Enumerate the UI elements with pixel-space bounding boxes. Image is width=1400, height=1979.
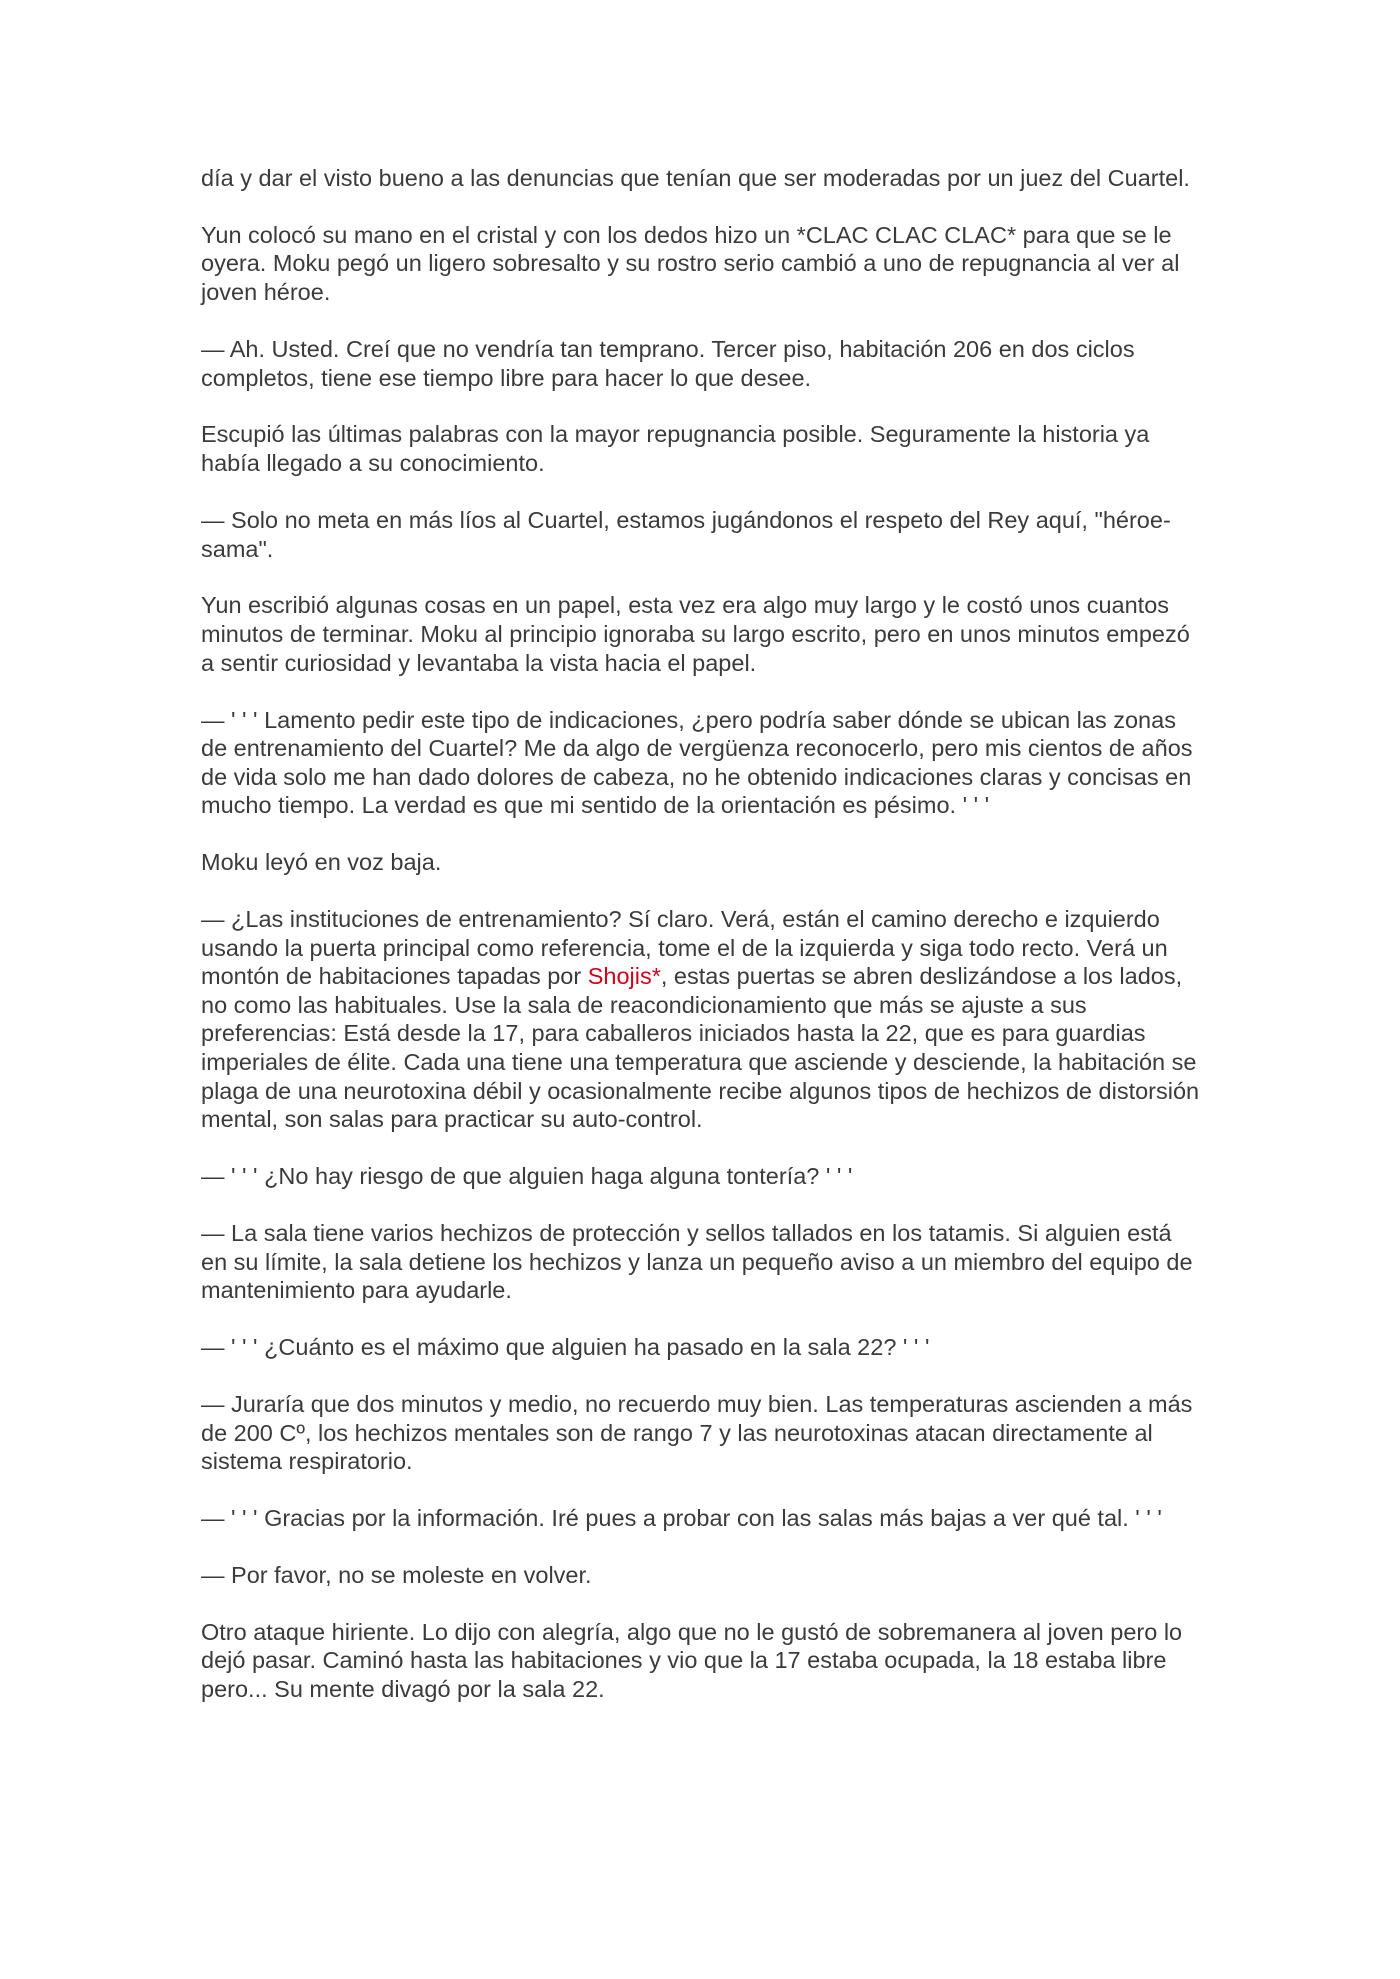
paragraph bbox=[201, 1219, 1201, 1305]
paragraph bbox=[201, 905, 1201, 1134]
paragraph bbox=[201, 848, 1201, 877]
paragraph bbox=[201, 506, 1201, 563]
paragraph bbox=[201, 1333, 1201, 1362]
paragraph-text: — ' ' ' Lamento pedir este tipo de indicaciones, ¿pero podría saber dónde se ubican las zonas de entrenamiento del Cuartel? Me da algo de vergüenza reconocerlo, pero mis cientos de años de vida solo me han dado dolores de cabeza, no he obtenido indicaciones claras y concisas en mucho tiempo. La verdad es que mi sentido de la orientación es pésimo. ' ' ' bbox=[201, 706, 1193, 819]
paragraph-text: — Juraría que dos minutos y medio, no recuerdo muy bien. Las temperaturas ascienden a más de 200 Cº, los hechizos mentales son de rango 7 y las neurotoxinas atacan directamente al sistema respiratorio. bbox=[201, 1390, 1193, 1475]
paragraph bbox=[201, 1504, 1201, 1533]
paragraph-text: — ' ' ' ¿Cuánto es el máximo que alguien ha pasado en la sala 22? ' ' ' bbox=[201, 1334, 930, 1361]
paragraph-text: Yun escribió algunas cosas en un papel, esta vez era algo muy largo y le costó unos cuantos minutos de terminar. Moku al principio ignoraba su largo escrito, pero en unos minutos empezó a sentir curiosidad y levantaba la vista hacia el papel. bbox=[201, 592, 1190, 676]
paragraph-text: día y dar el visto bueno a las denuncias que tenían que ser moderadas por un juez del Cuartel. bbox=[201, 165, 1190, 191]
paragraph bbox=[201, 1162, 1201, 1191]
paragraph-text: Escupió las últimas palabras con la mayor repugnancia posible. Seguramente la historia ya había llegado a su conocimiento. bbox=[201, 421, 1150, 477]
paragraph bbox=[201, 335, 1201, 392]
paragraph-text: , estas puertas se abren deslizándose a los lados, no como las habituales. Use la sala de reacondicionamiento que más se ajuste a sus preferencias: Está desde la 17, para caballeros iniciados hasta la 22, que es para guardias imperiales de élite. Cada una tiene una temperatura que asciende y desciende, la habitación se plaga de una neurotoxina débil y ocasionalmente recibe algunos tipos de hechizos de distorsión mental, son salas para practicar su auto-control. bbox=[201, 963, 1200, 1133]
paragraph bbox=[201, 221, 1201, 307]
paragraph bbox=[201, 1561, 1201, 1590]
paragraph bbox=[201, 1618, 1201, 1704]
paragraph-text: — ' ' ' ¿No hay riesgo de que alguien haga alguna tontería? ' ' ' bbox=[201, 1163, 853, 1190]
paragraph-text: Yun colocó su mano en el cristal y con los dedos hizo un *CLAC CLAC CLAC* para que se le oyera. Moku pegó un ligero sobresalto y su rostro serio cambió a uno de repugnancia al ver al joven héroe. bbox=[201, 221, 1180, 306]
paragraph-text: — ' ' ' Gracias por la información. Iré pues a probar con las salas más bajas a ver qué tal. ' ' ' bbox=[201, 1505, 1162, 1532]
highlighted-term: Shojis* bbox=[587, 963, 661, 990]
paragraph-text: Otro ataque hiriente. Lo dijo con alegría, algo que no le gustó de sobremanera al joven pero lo dejó pasar. Caminó hasta las habitaciones y vio que la 17 estaba ocupada, la 18 estaba libre pero... Su mente divagó por la sala 22. bbox=[201, 1618, 1183, 1703]
document-page bbox=[201, 164, 1201, 1732]
paragraph bbox=[201, 706, 1201, 820]
paragraph bbox=[201, 1390, 1201, 1476]
paragraph-text: — Ah. Usted. Creí que no vendría tan temprano. Tercer piso, habitación 206 en dos ciclos completos, tiene ese tiempo libre para hacer lo que desee. bbox=[201, 335, 1135, 391]
paragraph-text: — La sala tiene varios hechizos de protección y sellos tallados en los tatamis. Si alguien está en su límite, la sala detiene los hechizos y lanza un pequeño aviso a un miembro del equipo de mantenimiento para ayudarle. bbox=[201, 1220, 1193, 1304]
paragraph bbox=[201, 164, 1201, 193]
paragraph-text: — Por favor, no se moleste en volver. bbox=[201, 1561, 592, 1588]
paragraph-text: — Solo no meta en más líos al Cuartel, estamos jugándonos el respeto del Rey aquí, "héroe-sama". bbox=[201, 506, 1171, 562]
paragraph bbox=[201, 591, 1201, 677]
paragraph-text: — ¿Las instituciones de entrenamiento? Sí claro. Verá, están el camino derecho e izquierdo usando la puerta principal como referencia, tome el de la izquierda y siga todo recto. Verá un montón de habitaciones tapadas por bbox=[201, 906, 1168, 990]
paragraph bbox=[201, 420, 1201, 477]
paragraph-text: Moku leyó en voz baja. bbox=[201, 849, 442, 876]
